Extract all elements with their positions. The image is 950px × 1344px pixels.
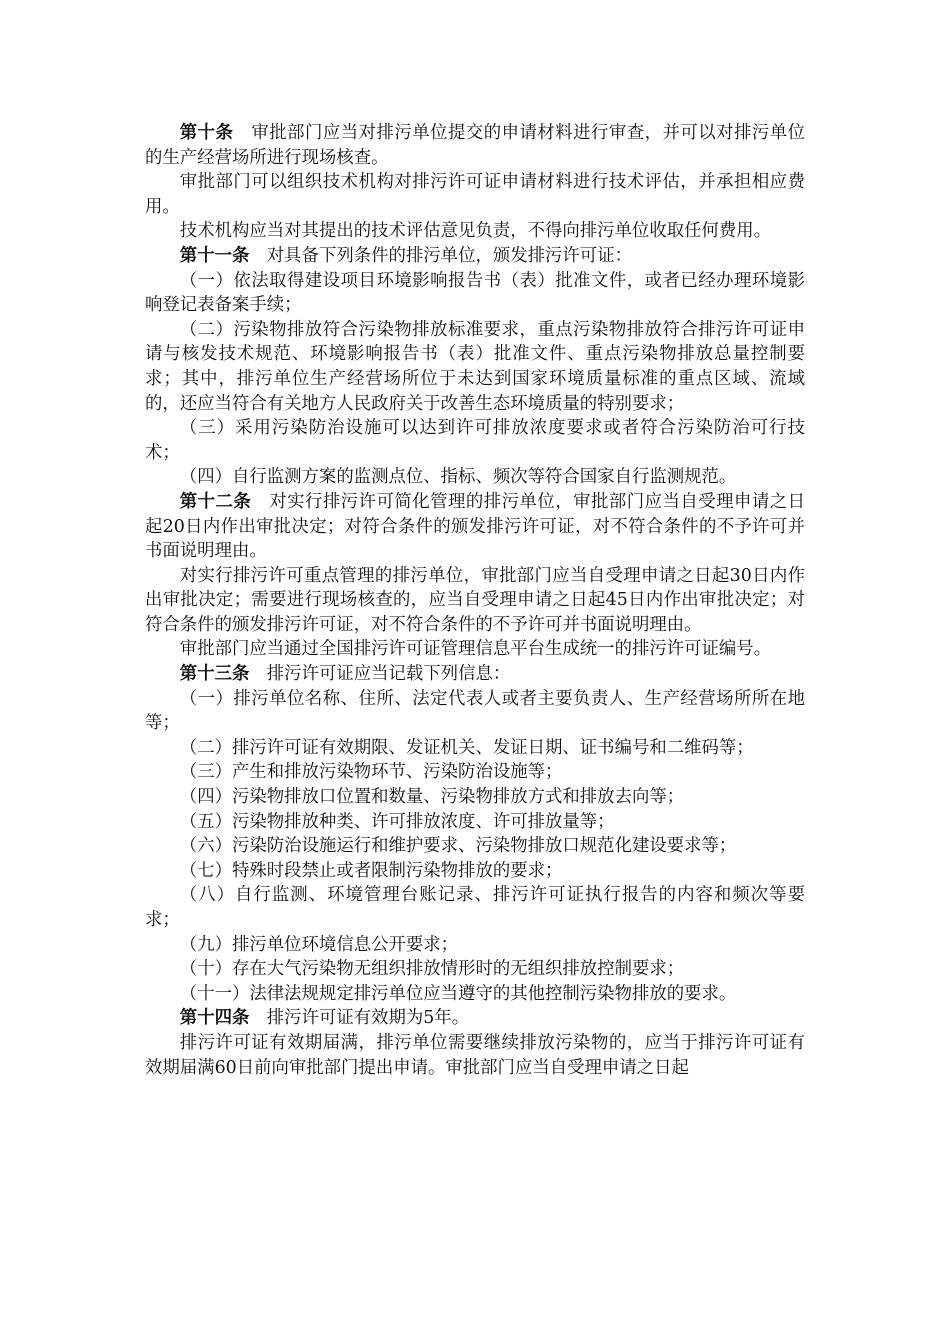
list-item [145,416,805,465]
paragraph-text: 排污许可证有效期届满，排污单位需要继续排放污染物的，应当于排污许可证有效期届满60日前向审批部门提出申请。审批部门应当自受理申请之日起 [145,1032,805,1078]
list-item [145,859,805,884]
list-item [145,982,805,1007]
article-heading: 第十二条 [179,491,252,512]
document-page [145,121,805,1080]
list-item [145,834,805,859]
paragraph-text: 技术机构应当对其提出的技术评估意见负责，不得向排污单位收取任何费用。 [179,221,772,242]
article-heading: 第十条 [179,123,234,143]
paragraph-text: （五）污染物排放种类、许可排放浓度、许可排放量等； [179,811,615,832]
list-item [145,465,805,490]
list-item [145,883,805,932]
article-heading: 第十三条 [179,664,250,685]
list-item [145,687,805,736]
paragraph [145,564,805,638]
paragraph-text: （十一）法律法规规定排污单位应当遵守的其他控制污染物排放的要求。 [179,983,737,1004]
paragraph-article-13 [145,662,805,687]
list-item [145,318,805,416]
paragraph-text: 排污许可证应当记载下列信息： [266,664,511,685]
paragraph-text: （二）污染物排放符合污染物排放标准要求，重点污染物排放符合排污许可证申请与核发技术规范、环境影响报告书（表）批准文件、重点污染物排放总量控制要求；其中，排污单位生产经营场所位于未达到国家环境质量标准的重点区域、流域的，还应当符合有关地方人民政府关于改善生态环境质量的特别要求； [145,319,805,414]
list-item [145,957,805,982]
paragraph-article-10 [145,121,805,170]
paragraph-text: 审批部门可以组织技术机构对排污许可证申请材料进行技术评估，并承担相应费用。 [145,172,805,217]
paragraph [145,637,805,662]
paragraph-text: 排污许可证有效期为5年。 [266,1008,470,1029]
paragraph-text: （十）存在大气污染物无组织排放情形时的无组织排放控制要求； [179,959,685,980]
paragraph-text: （四）自行监测方案的监测点位、指标、频次等符合国家自行监测规范。 [179,467,737,488]
paragraph-text: 对实行排污许可重点管理的排污单位，审批部门应当自受理申请之日起30日内作出审批决定；需要进行现场核查的，应当自受理申请之日起45日内作出审批决定；对符合条件的颁发排污许可证，对不符合条件的不予许可并书面说明理由。 [145,565,805,635]
paragraph-text: （一）排污单位名称、住所、法定代表人或者主要负责人、生产经营场所所在地等； [145,688,805,734]
paragraph-text: （三）产生和排放污染物环节、污染防治设施等； [179,762,563,783]
list-item [145,736,805,761]
paragraph-text: 审批部门应当通过全国排污许可证管理信息平台生成统一的排污许可证编号。 [179,639,772,660]
paragraph-text: 对具备下列条件的排污单位，颁发排污许可证： [266,245,632,266]
article-heading: 第十一条 [179,245,250,266]
paragraph-text: （二）排污许可证有效期限、发证机关、发证日期、证书编号和二维码等； [179,737,754,758]
paragraph-text: （七）特殊时段禁止或者限制污染物排放的要求； [179,860,563,881]
article-heading: 第十四条 [179,1008,250,1029]
paragraph-text: 审批部门应当对排污单位提交的申请材料进行审查，并可以对排污单位的生产经营场所进行现场核查。 [145,123,805,168]
paragraph [145,170,805,219]
paragraph [145,219,805,244]
paragraph-text: （一）依法取得建设项目环境影响报告书（表）批准文件，或者已经办理环境影响登记表备案手续； [145,270,805,316]
paragraph-article-14 [145,1006,805,1031]
paragraph-text: （六）污染防治设施运行和维护要求、污染物排放口规范化建设要求等； [179,836,737,857]
list-item [145,760,805,785]
paragraph-text: （四）污染物排放口位置和数量、污染物排放方式和排放去向等； [179,787,685,808]
list-item [145,785,805,810]
paragraph-text: （九）排污单位环境信息公开要求； [179,934,459,955]
list-item [145,933,805,958]
paragraph-text: （三）采用污染防治设施可以达到许可排放浓度要求或者符合污染防治可行技术； [145,418,805,463]
paragraph [145,1031,805,1080]
list-item [145,269,805,318]
paragraph-article-11 [145,244,805,269]
paragraph-article-12 [145,490,805,564]
list-item [145,810,805,835]
paragraph-text: 对实行排污许可简化管理的排污单位，审批部门应当自受理申请之日起20日内作出审批决定；对符合条件的颁发排污许可证，对不符合条件的不予许可并书面说明理由。 [145,491,805,562]
paragraph-text: （八）自行监测、环境管理台账记录、排污许可证执行报告的内容和频次等要求； [145,885,805,930]
